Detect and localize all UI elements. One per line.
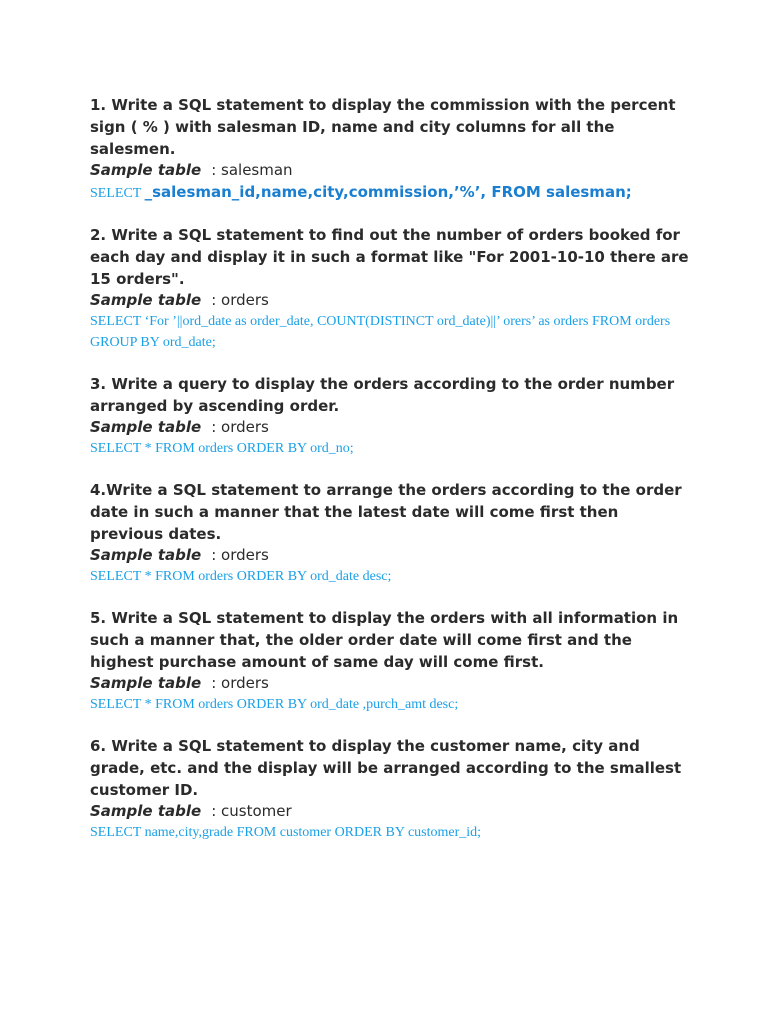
sql-answer: SELECT * FROM orders ORDER BY ord_date ,purch_amt desc; [90, 697, 459, 712]
question-text: 4.Write a SQL statement to arrange the orders according to the order date in such a manner that the latest date will come first then previous dates. [90, 481, 682, 543]
sample-table-label: Sample table [90, 161, 202, 179]
sample-colon: : [211, 161, 217, 179]
sample-table-line [90, 290, 690, 311]
sample-table-line [90, 801, 690, 822]
sample-colon: : [211, 291, 217, 309]
sample-table-name: salesman [221, 161, 293, 179]
question-6 [90, 735, 690, 843]
question-text: 3. Write a query to display the orders according to the order number arranged by ascending order. [90, 375, 675, 415]
sample-table-name: orders [221, 418, 269, 436]
sql-rest: _salesman_id,name,city,commission,’%’, FROM salesman; [144, 183, 632, 201]
sample-table-name: customer [221, 802, 292, 820]
sample-table-line [90, 160, 690, 181]
question-2 [90, 224, 690, 353]
sample-table-label: Sample table [90, 546, 202, 564]
sql-prefix: SELECT [90, 186, 145, 201]
sql-answer: SELECT ‘For ’||ord_date as order_date, COUNT(DISTINCT ord_date)||’ orers’ as orders FROM orders GROUP BY ord_date; [90, 314, 671, 350]
question-text: 6. Write a SQL statement to display the customer name, city and grade, etc. and the display will be arranged according to the smallest customer ID. [90, 737, 682, 799]
sample-table-label: Sample table [90, 418, 202, 436]
sql-answer: SELECT * FROM orders ORDER BY ord_date desc; [90, 569, 392, 584]
document-page [90, 94, 690, 863]
question-text: 2. Write a SQL statement to find out the number of orders booked for each day and display it in such a format like "For 2001-10-10 there are 15 orders". [90, 226, 689, 288]
question-1 [90, 94, 690, 204]
question-5 [90, 607, 690, 715]
sample-table-line [90, 417, 690, 438]
question-text: 1. Write a SQL statement to display the commission with the percent sign ( % ) with salesman ID, name and city columns for all the salesmen. [90, 96, 676, 158]
question-3 [90, 373, 690, 459]
question-4 [90, 479, 690, 587]
sample-colon: : [211, 418, 217, 436]
sample-table-label: Sample table [90, 291, 202, 309]
sample-table-line [90, 545, 690, 566]
sql-answer [90, 182, 690, 204]
sample-colon: : [211, 546, 217, 564]
sql-answer: SELECT name,city,grade FROM customer ORDER BY customer_id; [90, 825, 482, 840]
sample-table-name: orders [221, 674, 269, 692]
sample-table-name: orders [221, 291, 269, 309]
sql-answer: SELECT * FROM orders ORDER BY ord_no; [90, 441, 354, 456]
sample-colon: : [211, 674, 217, 692]
question-text: 5. Write a SQL statement to display the orders with all information in such a manner that, the older order date will come first and the highest purchase amount of same day will come first. [90, 609, 679, 671]
sample-colon: : [211, 802, 217, 820]
sample-table-label: Sample table [90, 802, 202, 820]
sample-table-line [90, 673, 690, 694]
sample-table-label: Sample table [90, 674, 202, 692]
sample-table-name: orders [221, 546, 269, 564]
